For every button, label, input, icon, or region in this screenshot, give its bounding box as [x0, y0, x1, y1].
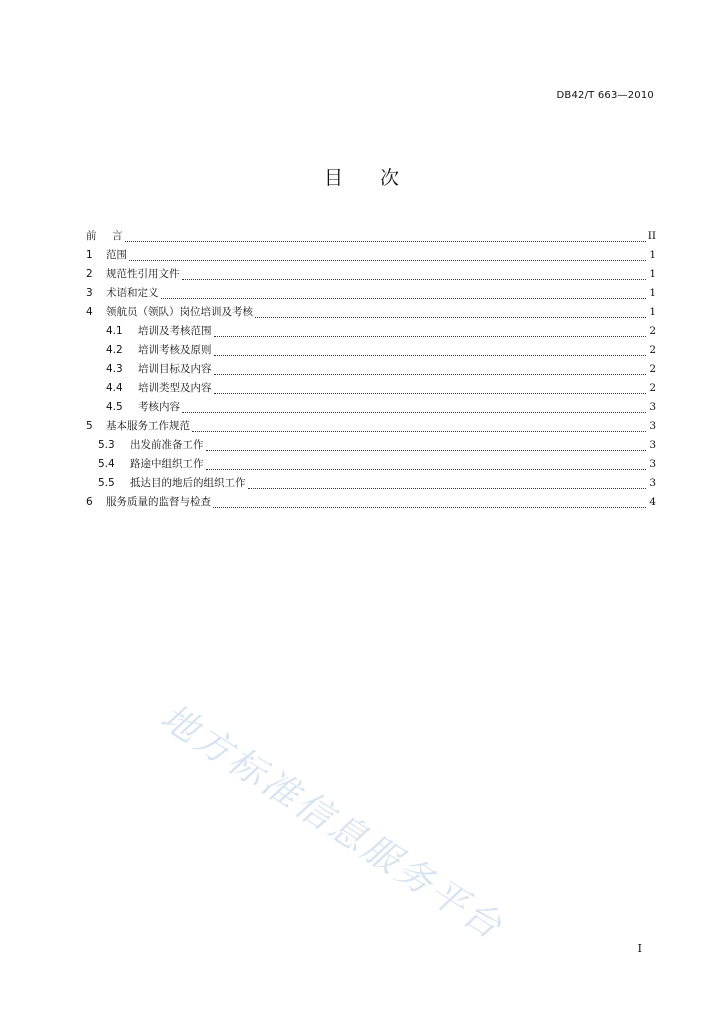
toc-entry-page: 1: [649, 249, 656, 261]
toc-entry-number: 4.4: [106, 382, 123, 394]
toc-entry-label: 服务质量的监督与检查: [106, 496, 211, 508]
toc-entry-number: 5.5: [98, 477, 115, 489]
toc-entry-number: 4.2: [106, 344, 123, 356]
toc-entry-page: 1: [649, 306, 656, 318]
toc-entry[interactable]: [86, 361, 656, 380]
toc-entry-label: 培训目标及内容: [138, 363, 212, 375]
toc-entry-label: 抵达目的地后的组织工作: [130, 477, 246, 489]
toc-entry-page: 3: [649, 458, 656, 470]
toc-entry[interactable]: [86, 399, 656, 418]
toc-entry-page: 3: [649, 401, 656, 413]
toc-leader-dots: [129, 252, 646, 261]
toc-leader-dots: [255, 309, 646, 318]
toc-entry-page: 3: [649, 439, 656, 451]
toc-leader-dots: [192, 423, 646, 432]
toc-entry[interactable]: [86, 342, 656, 361]
toc-entry[interactable]: [86, 494, 656, 513]
title-right-char: 次: [380, 167, 401, 189]
toc-entry-page: 4: [649, 496, 656, 508]
toc-entry[interactable]: [86, 247, 656, 266]
toc-entry-label: 基本服务工作规范: [106, 420, 190, 432]
toc-leader-dots: [182, 271, 647, 280]
toc-entry[interactable]: [86, 266, 656, 285]
toc-entry-number: 5.4: [98, 458, 115, 470]
toc-entry-number: 5.3: [98, 439, 115, 451]
toc-entry-number: 4.1: [106, 325, 123, 337]
toc-entry[interactable]: [86, 228, 656, 247]
toc-entry-number: 3: [86, 287, 93, 299]
toc-entry[interactable]: [86, 418, 656, 437]
toc-entry-label: 考核内容: [138, 401, 180, 413]
toc-leader-dots: [214, 366, 647, 375]
toc-entry[interactable]: [86, 475, 656, 494]
toc-entry-label: 领航员（领队）岗位培训及考核: [106, 306, 253, 318]
watermark: 地方标准信息服务平台: [153, 696, 512, 949]
toc-entry-number: 5: [86, 420, 93, 432]
toc-leader-dots: [206, 442, 647, 451]
toc-entry-page: II: [647, 230, 656, 242]
toc-leader-dots: [213, 499, 646, 508]
toc-entry-page: 2: [649, 325, 656, 337]
toc-entry-page: 1: [649, 268, 656, 280]
toc-leader-dots: [248, 480, 647, 489]
table-of-contents: [86, 228, 656, 513]
toc-entry-label: 培训类型及内容: [138, 382, 212, 394]
page-number: I: [637, 942, 642, 955]
toc-entry-number: 6: [86, 496, 93, 508]
toc-entry-number: 4: [86, 306, 93, 318]
toc-entry-label: 路途中组织工作: [130, 458, 204, 470]
toc-entry[interactable]: [86, 285, 656, 304]
toc-entry[interactable]: [86, 304, 656, 323]
toc-entry-number: 前: [86, 230, 97, 242]
toc-entry[interactable]: [86, 323, 656, 342]
toc-leader-dots: [182, 404, 646, 413]
page-title: [0, 163, 724, 190]
toc-entry-label: 术语和定义: [106, 287, 159, 299]
toc-entry[interactable]: [86, 380, 656, 399]
toc-entry-page: 3: [649, 420, 656, 432]
document-code: DB42/T 663—2010: [556, 90, 654, 101]
title-left-char: 目: [323, 167, 344, 189]
toc-entry-page: 2: [649, 344, 656, 356]
toc-entry[interactable]: [86, 456, 656, 475]
toc-leader-dots: [214, 347, 647, 356]
toc-leader-dots: [214, 328, 647, 337]
toc-entry[interactable]: [86, 437, 656, 456]
toc-entry-number: 4.3: [106, 363, 123, 375]
toc-leader-dots: [206, 461, 647, 470]
toc-leader-dots: [161, 290, 647, 299]
toc-entry-label: 培训及考核范围: [138, 325, 212, 337]
toc-entry-label: 出发前准备工作: [130, 439, 204, 451]
toc-entry-number: 2: [86, 268, 93, 280]
toc-entry-page: 2: [649, 382, 656, 394]
toc-leader-dots: [214, 385, 647, 394]
toc-entry-page: 1: [649, 287, 656, 299]
toc-leader-dots: [125, 233, 646, 242]
toc-entry-label: 言: [112, 230, 123, 242]
toc-entry-number: 4.5: [106, 401, 123, 413]
toc-entry-label: 培训考核及原则: [138, 344, 212, 356]
toc-entry-label: 范围: [106, 249, 127, 261]
toc-entry-page: 3: [649, 477, 656, 489]
toc-entry-label: 规范性引用文件: [106, 268, 180, 280]
toc-entry-page: 2: [649, 363, 656, 375]
toc-entry-number: 1: [86, 249, 93, 261]
